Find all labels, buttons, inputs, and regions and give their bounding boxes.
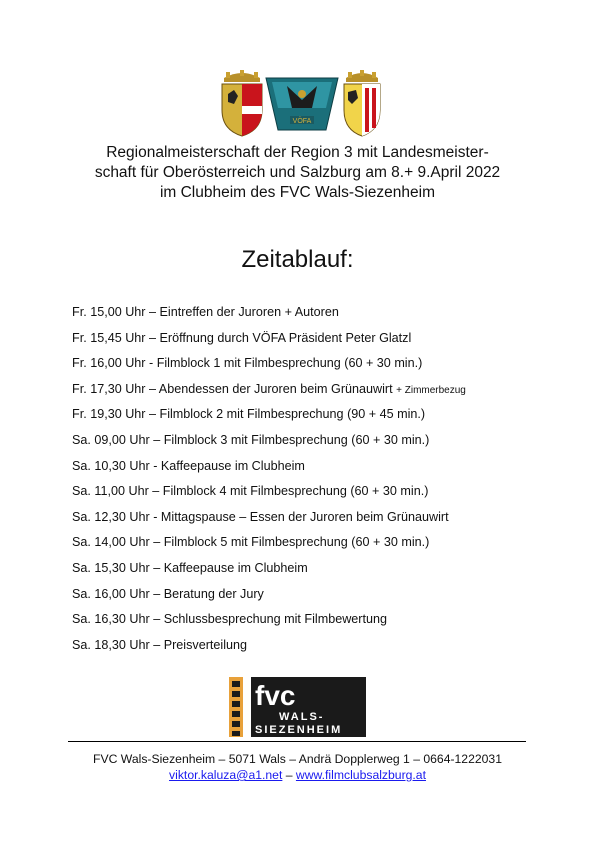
- schedule-item: [72, 484, 552, 510]
- voefa-crest-icon: [266, 78, 338, 130]
- schedule-item: [72, 305, 552, 331]
- logo-line-2: SIEZENHEIM: [255, 724, 343, 736]
- schedule-text: Sa. 16,00 Uhr – Beratung der Jury: [72, 586, 264, 601]
- heading-line-1: Regionalmeisterschaft der Region 3 mit Landesmeister-: [106, 144, 489, 161]
- schedule-text: Fr. 16,00 Uhr - Filmblock 1 mit Filmbesprechung (60 + 30 min.): [72, 356, 423, 371]
- heading-line-2: schaft für Oberösterreich und Salzburg am 8.+ 9.April 2022: [94, 164, 501, 181]
- schedule-text: Fr. 17,30 Uhr – Abendessen der Juroren beim Grünauwirt: [72, 381, 397, 396]
- schedule-text: Sa. 11,00 Uhr – Filmblock 4 mit Filmbesprechung (60 + 30 min.): [72, 484, 429, 499]
- schedule-item: [72, 510, 552, 536]
- schedule-text: Sa. 12,30 Uhr - Mittagspause – Essen der Juroren beim Grünauwirt: [72, 509, 449, 524]
- schedule-item: [72, 587, 552, 613]
- logo-line-1: WALS-: [279, 711, 325, 723]
- footer-address: FVC Wals-Siezenheim – 5071 Wals – Andrä Dopplerweg 1 – 0664-1222031: [93, 752, 502, 766]
- schedule-item: [72, 356, 552, 382]
- schedule-extra-note: + Zimmerbezug: [396, 384, 466, 396]
- schedule-item: [72, 459, 552, 485]
- schedule-text: Sa. 10,30 Uhr - Kaffeepause im Clubheim: [72, 458, 305, 473]
- upper-austria-crest-icon: [344, 70, 380, 136]
- schedule-item: [72, 612, 552, 638]
- schedule-text: Sa. 09,00 Uhr – Filmblock 3 mit Filmbesprechung (60 + 30 min.): [72, 432, 430, 447]
- footer-divider: [68, 741, 526, 742]
- schedule-text: Sa. 14,00 Uhr – Filmblock 5 mit Filmbesprechung (60 + 30 min.): [72, 535, 430, 550]
- schedule-item: [72, 561, 552, 587]
- footer: [0, 751, 595, 783]
- crest-text: VÖFA: [292, 118, 312, 125]
- schedule-item: [72, 382, 552, 408]
- email-link[interactable]: viktor.kaluza@a1.net: [169, 768, 283, 782]
- logo-brand: fvc: [255, 680, 296, 711]
- schedule-item: [72, 331, 552, 357]
- schedule-item: [72, 638, 552, 664]
- event-heading: [60, 143, 535, 203]
- schedule-item: [72, 407, 552, 433]
- salzburg-crest-icon: [222, 70, 262, 136]
- fvc-logo: [229, 677, 366, 737]
- schedule-text: Fr. 19,30 Uhr – Filmblock 2 mit Filmbesprechung (90 + 45 min.): [72, 407, 426, 422]
- website-link[interactable]: www.filmclubsalzburg.at: [295, 768, 426, 782]
- footer-contacts: [0, 767, 595, 783]
- schedule-text: Fr. 15,45 Uhr – Eröffnung durch VÖFA Präsident Peter Glatzl: [72, 330, 412, 345]
- heading-line-3: im Clubheim des FVC Wals-Siezenheim: [159, 184, 436, 201]
- schedule-text: Fr. 15,00 Uhr – Eintreffen der Juroren + Autoren: [72, 305, 339, 319]
- schedule-list: [72, 305, 552, 663]
- page-title: Zeitablauf:: [241, 246, 354, 273]
- schedule-item: [72, 433, 552, 459]
- footer-separator: –: [282, 768, 296, 782]
- schedule-text: Sa. 18,30 Uhr – Preisverteilung: [72, 637, 248, 652]
- crests-header: [0, 68, 595, 138]
- schedule-item: [72, 535, 552, 561]
- schedule-text: Sa. 16,30 Uhr – Schlussbesprechung mit Filmbewertung: [72, 612, 388, 627]
- schedule-text: Sa. 15,30 Uhr – Kaffeepause im Clubheim: [72, 560, 308, 575]
